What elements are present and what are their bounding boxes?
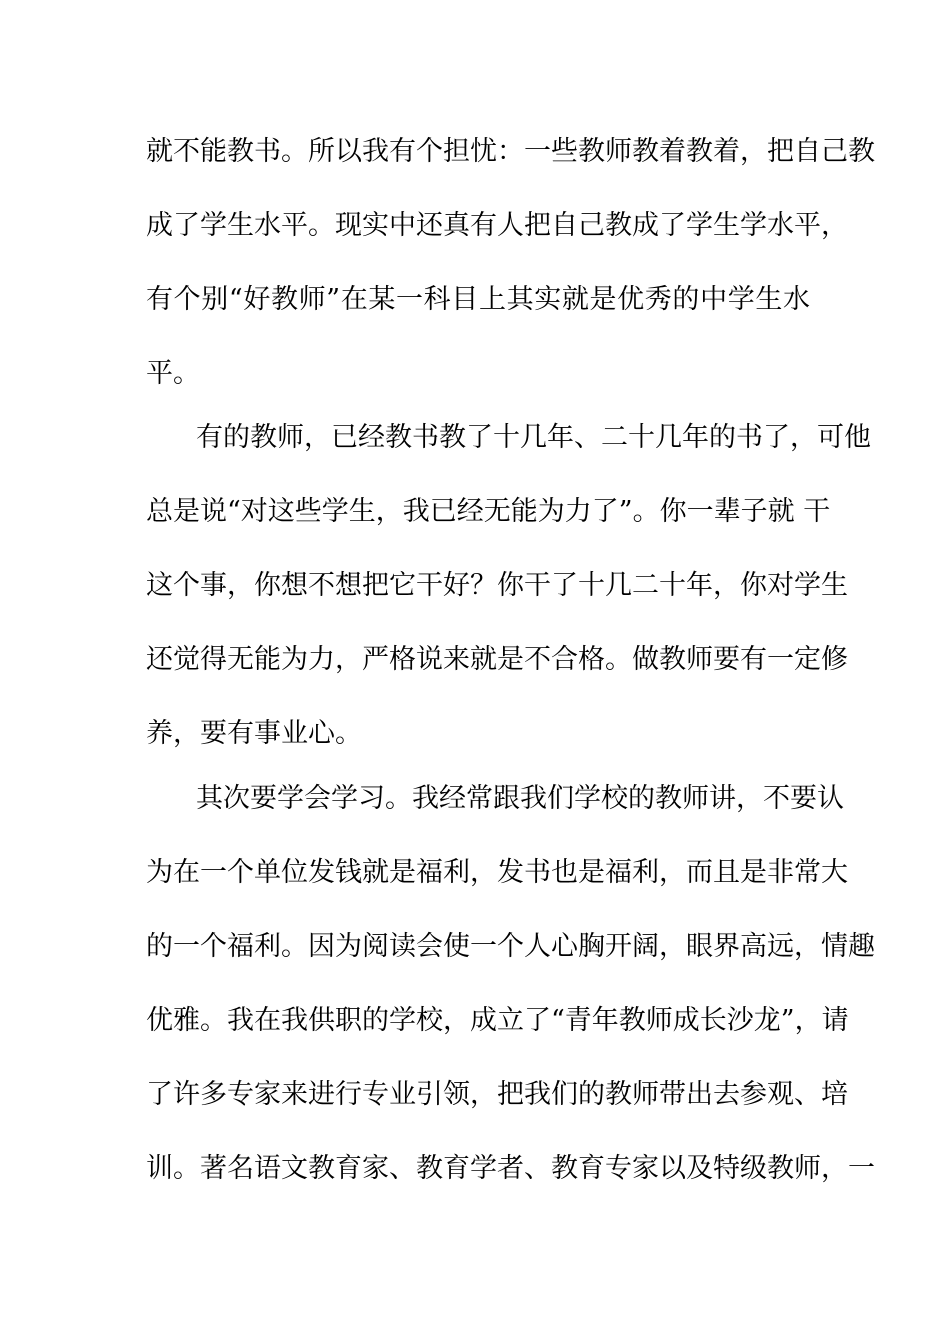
text-line: 的一个福利。因为阅读会使一个人心胸开阔，眼界高远，情趣 xyxy=(146,931,875,962)
text-line: 总是说“对这些学生，我已经无能为力了”。你一辈子就 干 xyxy=(146,496,831,527)
text-line: 训。著名语文教育家、教育学者、教育专家以及特级教师，一 xyxy=(146,1153,875,1184)
text-line: 为在一个单位发钱就是福利，发书也是福利，而且是非常大 xyxy=(146,857,848,888)
text-line: 就不能教书。所以我有个担忧：一些教师教着教着，把自己教 xyxy=(146,136,875,167)
paragraph-first-line: 其次要学会学习。我经常跟我们学校的教师讲，不要认 xyxy=(196,783,844,814)
text-line: 了许多专家来进行专业引领，把我们的教师带出去参观、培 xyxy=(146,1079,848,1110)
text-line: 成了学生水平。现实中还真有人把自己教成了学生学水平， xyxy=(146,210,848,241)
text-line: 有个别“好教师”在某一科目上其实就是优秀的中学生水 xyxy=(146,284,810,315)
paragraph-first-line: 有的教师，已经教书教了十几年、二十几年的书了，可他 xyxy=(196,422,871,453)
text-line: 优雅。我在我供职的学校，成立了“青年教师成长沙龙”，请 xyxy=(146,1005,849,1036)
text-line: 这个事，你想不想把它干好？你干了十几二十年，你对学生 xyxy=(146,570,848,601)
text-line: 养，要有事业心。 xyxy=(146,718,362,749)
text-line: 平。 xyxy=(146,358,200,389)
text-line: 还觉得无能为力，严格说来就是不合格。做教师要有一定修 xyxy=(146,644,848,675)
